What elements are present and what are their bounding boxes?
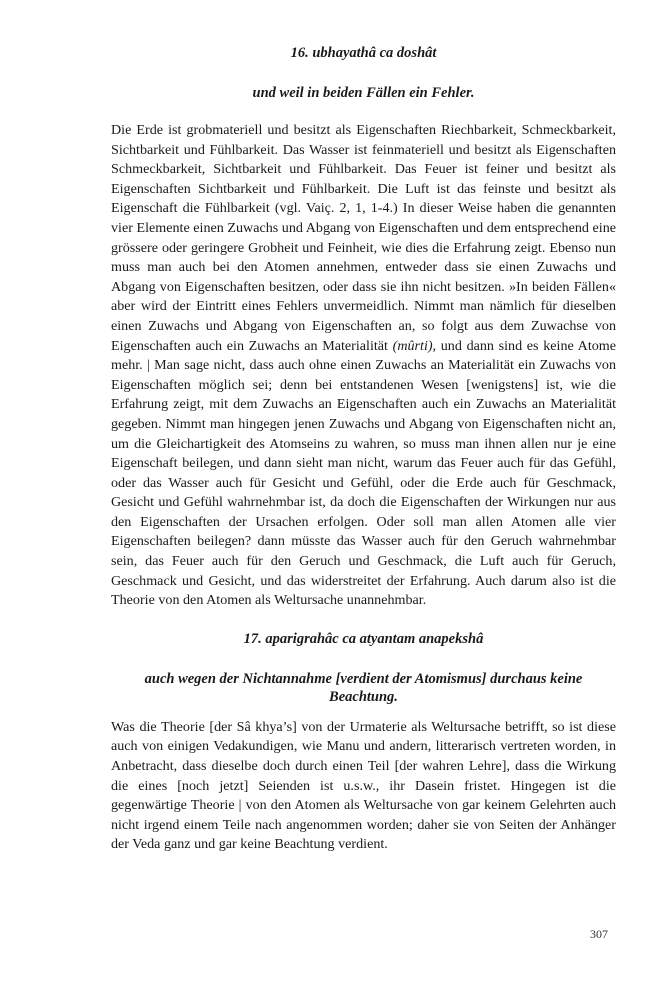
commentary-italic-term: (mûrti), [392, 337, 437, 354]
sutra-16-translation: und weil in beiden Fällen ein Fehler. [252, 85, 475, 101]
page-number: 307 [590, 927, 608, 941]
sutra-16-heading: 16. ubhayathâ ca doshât [290, 45, 437, 61]
page-content [111, 42, 616, 855]
sutra-17-translation: auch wegen der Nichtannahme [verdient der Atomismus] durchaus keine Beachtung. [144, 670, 583, 705]
sutra-17-heading: 17. aparigrahâc ca atyantam anapekshâ [243, 630, 484, 647]
sutra-16-commentary [111, 121, 616, 611]
commentary-text-part-1: Die Erde ist grobmateriell und besitzt als Eigenschaften Riechbarkeit, Schmeckbarkeit, Sichtbarkeit und Fühlbarkeit. Das Wasser ist feinmateriell und besitzt als Eigenschaften Schmeckbarkeit, Sichtbarkeit und Fühlbarkeit. Das Feuer ist feiner und besitzt als Eigenschaften Sichtbarkeit und Fühlbarkeit. Die Luft ist das feinste und besitzt als Eigenschaft die Fühlbarkeit (vgl. Vaiç. 2, 1, 1-4.) In dieser Weise haben die genannten vier Elemente einen Zuwachs und Abgang von Eigenschaften und dem entsprechend eine grössere oder geringere Grobheit und Feinheit, wie dies die Erfahrung zeigt. Ebenso nun muss man auch bei den Atomen annehmen, entweder dass sie einen Zuwachs und Abgang von Eigenschaften besitzen, oder dass sie ihn nicht besitzen. »In beiden Fällen« aber wird der Eintritt eines Fehlers unvermeidlich. Nimmt man nämlich für dieselben einen Zuwachs und Abgang von Eigenschaften an, so folgt aus dem Zuwachse von Eigenschaften auch ein Zuwachs an Materialität [111, 122, 616, 354]
sutra-17-commentary: Was die Theorie [der Sâ khya’s] von der Urmaterie als Weltursache betrifft, so ist diese auch von einigen Vedakundigen, wie Manu und andern, litterarisch vertreten worden, in Anbetracht, dass dieselbe doch durch einen Teil [der wahren Lehre], dass die Wirkung die eines [noch jetzt] Seienden ist u.s.w., ihr Dasein fristet. Hingegen ist die gegenwärtige Theorie | von den Atomen als Weltursache von gar keinem Gelehrten auch nicht irgend einem Teile nach angenommen worden; daher sie von Seiten der Anhänger der Veda ganz und gar keine Beachtung verdient. [111, 718, 616, 853]
commentary-text-part-2: und dann sind es keine Atome mehr. | Man sage nicht, dass auch ohne einen Zuwachs an Materialität ein Zuwachs von Eigenschaften möglich sei; denn bei entstandenen Wesen [wenigstens] ist, wie die Erfahrung zeigt, mit dem Zuwachs an Eigenschaften auch ein Zuwachs an Materialität gegeben. Nimmt man hingegen jenen Zuwachs und Abgang von Eigenschaften nicht an, um die Gleichartigkeit des Atomseins zu wahren, so muss man ihnen allen nur je eine Eigenschaft beilegen, und dann sieht man nicht, warum das Feuer auch für das Gefühl, oder das Wasser auch für Gesicht und Gefühl, oder die Erde auch für Geschmack, Gesicht und Gefühl wahrnehmbar ist, da doch die Eigenschaften der Wirkungen nur aus den Eigenschaften der Ursachen erfolgen. Oder soll man allen Atomen alle vier Eigenschaften beilegen? dann müsste das Wasser auch für den Geruch wahrnehmbar sein, das Feuer auch für den Geruch und Geschmack, die Luft auch für Geruch, Geschmack und Gesicht, und das widerstreitet der Erfahrung. Auch darum also ist die Theorie von den Atomen als Weltursache unannehmbar. [111, 337, 616, 609]
